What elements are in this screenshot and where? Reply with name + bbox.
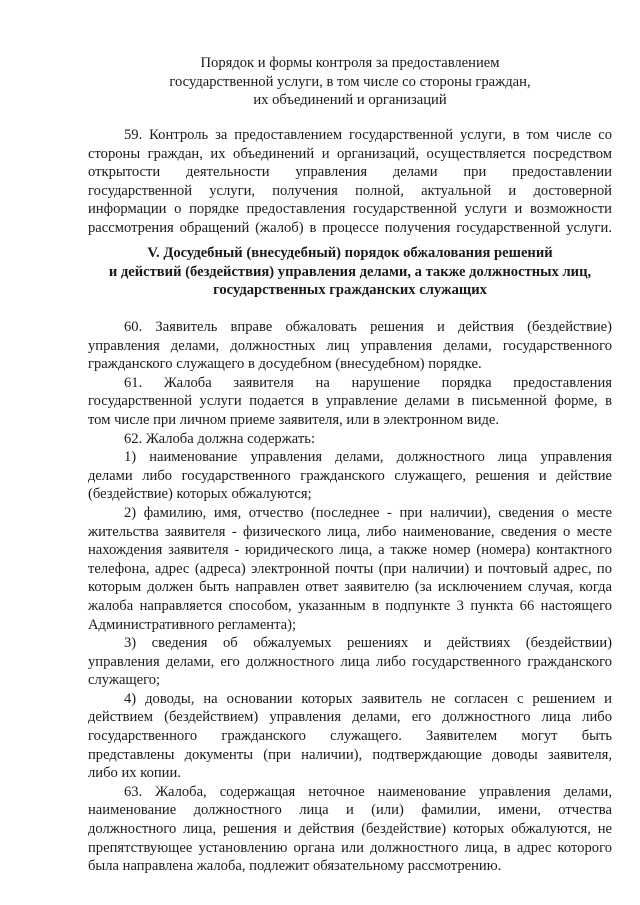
text-line: 63. Жалоба, содержащая неточное наименование управления делами, [124,783,612,800]
section-heading-control [80,54,620,110]
text-line: действием (бездействием) управления делами, его должностного лица либо [88,709,612,726]
section-heading-v [80,244,620,300]
text-line: управления делами, должностных лиц управления делами, государственного [88,337,612,354]
text-line: 62. Жалоба должна содержать: [124,430,315,447]
text-line: гражданского служащего в досудебном (внесудебном) порядке. [88,356,482,373]
text-line: наименование должностного лица и (или) фамилии, имени, отчества [88,802,612,819]
text-line: 3) сведения об обжалуемых решениях и действиях (бездействии) [124,635,612,652]
text-line: телефона, адрес (адреса) электронной почты (при наличии) и почтовый адрес, по [88,560,612,577]
text-line: 4) доводы, на основании которых заявитель не согласен с решением и [124,690,612,707]
text-line: 2) фамилию, имя, отчество (последнее - при наличии), сведения о месте [124,504,612,521]
text-line: представлены документы (при наличии), подтверждающие доводы заявителя, [88,746,612,763]
text-line: которым должен быть направлен ответ заявителю (за исключением случая, когда [88,579,612,596]
text-line: информации о порядке предоставления государственной услуги и возможности [88,201,612,218]
section-v-body [88,318,612,876]
text-line: была направлена жалоба, подлежит обязательному рассмотрению. [88,858,502,875]
text-line: нахождения заявителя - юридического лица, а также номер (номера) контактного [88,542,612,559]
text-line: 60. Заявитель вправе обжаловать решения и действия (бездействие) [124,319,612,335]
text-line: государственной услуги, получения полной, актуальной и достоверной [88,182,612,199]
heading-line: и действий (бездействия) управления делами, а также должностных лиц, [108,263,592,280]
heading-line: Порядок и формы контроля за предоставлением [200,55,500,71]
text-line: государственного гражданского служащего. Заявителем могут быть [88,728,612,745]
text-line: управления делами, его должностного лица либо государственного гражданского [88,653,612,670]
text-line: государственной услуги подается в управление делами в письменной форме, в [88,393,612,410]
text-line: (бездействие) которых обжалуются; [88,486,312,503]
text-line: жительства заявителя - физического лица, либо наименование, сведения о месте [88,523,612,540]
text-line: стороны граждан, их объединений и организаций, осуществляется посредством [88,145,612,162]
text-line: должностного лица, решения и действия (бездействие) которых обжалуются, не [88,821,612,838]
text-line: 61. Жалоба заявителя на нарушение порядка предоставления [124,374,612,391]
paragraph-59 [88,126,612,238]
text-line: Административного регламента); [88,616,297,633]
heading-line: государственной услуги, в том числе со стороны граждан, [169,73,531,90]
text-line: открытости деятельности управления делами при предоставлении [88,164,612,181]
text-line: либо их копии. [88,765,181,782]
heading-line: государственных гражданских служащих [213,282,487,299]
text-line: том числе при личном приеме заявителя, или в электронном виде. [88,411,500,428]
text-line: рассмотрения обращений (жалоб) в процессе получения государственной услуги. [88,219,612,236]
text-line: препятствующее установлению органа или должностного лица, в адрес которого [88,839,612,856]
text-line: 59. Контроль за предоставлением государственной услуги, в том числе со [124,127,612,143]
heading-line: их объединений и организаций [253,92,447,109]
text-line: 1) наименование управления делами, должностного лица управления [124,449,612,466]
text-line: служащего; [88,672,161,689]
heading-line: V. Досудебный (внесудебный) порядок обжалования решений [147,245,553,261]
text-line: жалоба направляется способом, указанным в подпункте 3 пункта 66 настоящего [88,597,612,614]
text-line: делами либо государственного гражданского служащего, решения и действие [88,467,612,484]
